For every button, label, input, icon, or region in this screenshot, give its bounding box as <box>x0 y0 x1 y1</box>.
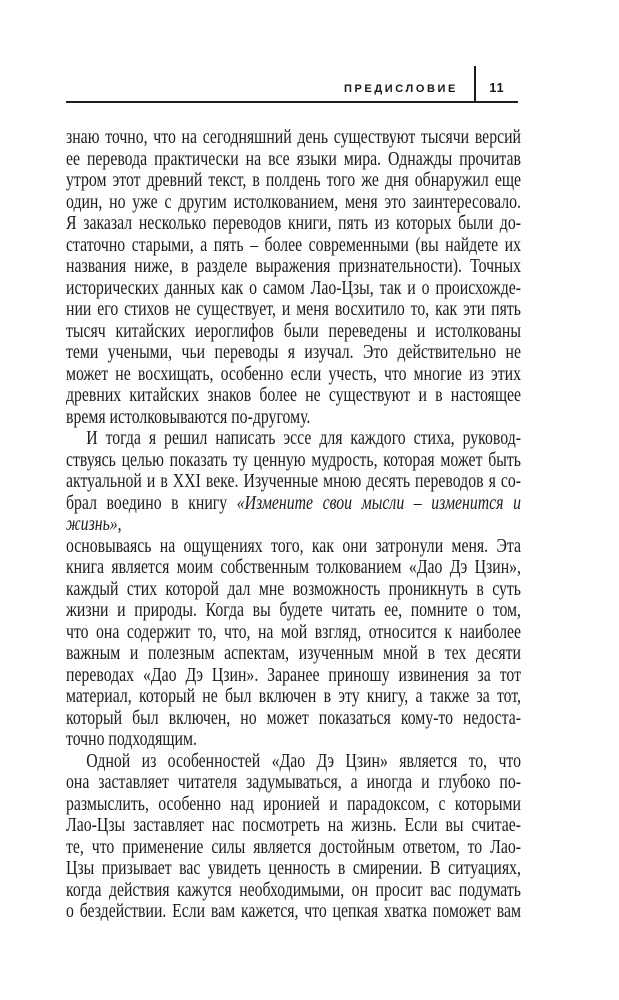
text-line: Цзы призывает вас увидеть ценность в смирении. В ситуациях, <box>66 858 521 879</box>
running-title: ПРЕДИСЛОВИЕ <box>343 83 458 95</box>
text-line: ее перевода практически на все языки мира. Однажды прочитав <box>66 148 521 170</box>
text-line: те, что применение силы является достойным ответом, то Лао- <box>66 836 521 858</box>
text-line: жизни и природы. Когда вы будете читать ее, помните о том, <box>66 600 521 621</box>
text-line <box>66 493 521 536</box>
text-line: основываясь на ощущениях того, как они затронули меня. Эта <box>66 535 521 557</box>
page-number: 11 <box>489 81 505 95</box>
text-line: важным и полезным аспектам, изученным мной в тех десяти <box>66 643 521 664</box>
text-line: Одной из особенностей «Дао Дэ Цзин» является то, что <box>86 750 521 772</box>
text-line: ствуясь целью показать ту ценную мудрость, которая может быть <box>66 449 521 471</box>
text-line: исторических данных как о самом Лао-Цзы, так и о происхожде- <box>66 277 521 299</box>
text-line: Я заказал несколько переводов книги, пять из которых были до- <box>66 213 521 234</box>
text-line: один, но уже с другим истолкованием, меня это заинтересовало. <box>66 191 521 213</box>
text-line: тысяч китайских иероглифов были переведены и истолкованы <box>66 320 521 342</box>
text-line: каждый стих которой дал мне возможность проникнуть в суть <box>66 578 521 600</box>
text-line: древних китайских знаков более не существуют и в настоящее <box>66 385 521 406</box>
text-line: время истолковываются по-другому. <box>66 406 311 428</box>
text-line: когда действия кажутся необходимыми, он просит вас подумать <box>66 879 521 901</box>
book-title-italic: «Измените свои мысли – изменится и жизнь» <box>66 492 521 535</box>
text-line: что она содержит то, что, на мой взгляд, относится к наиболее <box>66 621 521 643</box>
text-line: о бездействии. Если вам кажется, что цепкая хватка поможет вам <box>66 901 521 922</box>
text-line: нии его стихов не существует, и меня восхитило то, как эти пять <box>66 299 521 320</box>
text-line: который был включен, но может показаться кому-то недоста- <box>66 707 521 729</box>
text-line: знаю точно, что на сегодняшний день существуют тысячи версий <box>66 127 521 148</box>
text-segment: брал воедино в книгу <box>66 492 237 514</box>
text-line: И тогда я решил написать эссе для каждого стиха, руковод- <box>86 428 521 449</box>
text-line: она заставляет читателя задумываться, а иногда и глубоко по- <box>66 772 521 793</box>
header-rule <box>66 101 518 103</box>
page-body <box>66 127 521 923</box>
text-line: названия ниже, в разделе выражения признательности). Точных <box>66 256 521 277</box>
text-line: Лао-Цзы заставляет нас посмотреть на жизнь. Если вы считае- <box>66 815 521 836</box>
text-segment: , <box>117 514 122 535</box>
text-line: может не восхищать, особенно если учесть, что многие из этих <box>66 363 521 385</box>
text-line: материал, который не был включен в эту книгу, а также за тот, <box>66 686 521 707</box>
text-line: утром этот древний текст, в полдень того же дня обнаружил еще <box>66 170 521 191</box>
text-line: размыслить, особенно над иронией и парадоксом, с которыми <box>66 793 521 815</box>
text-line: актуальной и в XXI веке. Изученные мною десять переводов я со- <box>66 471 521 492</box>
text-line: точно подходящим. <box>66 729 197 750</box>
text-line: книга является моим собственным толкованием «Дао Дэ Цзин», <box>66 557 521 578</box>
text-line: статочно старыми, а пять – более современными (вы найдете их <box>66 234 521 256</box>
text-line: теми учеными, чьи переводы я изучал. Это действительно не <box>66 342 521 363</box>
text-line: переводах «Дао Дэ Цзин». Заранее приношу извинения за тот <box>66 664 521 686</box>
